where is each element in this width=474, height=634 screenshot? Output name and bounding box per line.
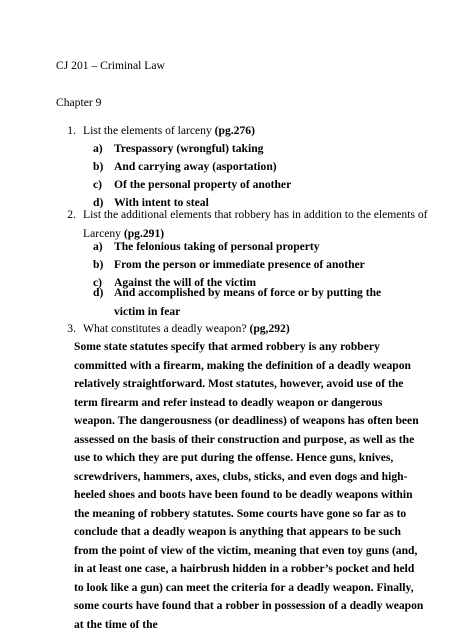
question-text: List the additional elements that robbery has in addition to the elements of Larceny (pg.291): [83, 208, 428, 240]
page-reference: (pg.276): [214, 124, 255, 137]
list-item: a) Trespassory (wrongful) taking: [93, 142, 264, 155]
question-3: [56, 320, 426, 340]
list-item: d) And accomplished by means of force or by putting the victim in fear: [93, 286, 382, 318]
list-item: b) From the person or immediate presence of another: [93, 258, 365, 271]
question-text: List the elements of larceny (pg.276): [83, 124, 255, 137]
list-item: c) Of the personal property of another: [93, 178, 292, 191]
question-number: 3.: [67, 322, 76, 335]
list-item: c) Against the will of the victim: [93, 276, 257, 289]
page-reference: (pg,292): [249, 322, 290, 335]
question-number: 2.: [67, 208, 76, 221]
question-1: [56, 122, 426, 142]
list-item: a) The felonious taking of personal property: [93, 240, 320, 253]
question-text: What constitutes a deadly weapon? (pg,292): [83, 322, 290, 335]
chapter-heading: Chapter 9: [56, 96, 102, 109]
page-reference: (pg.291): [123, 226, 165, 240]
list-item: b) And carrying away (asportation): [93, 160, 277, 173]
list-item: d) With intent to steal: [93, 196, 209, 209]
course-title: CJ 201 – Criminal Law: [56, 59, 165, 72]
question-number: 1.: [67, 124, 76, 137]
answer-paragraph: Some state statutes specify that armed robbery is any robbery committed with a firearm, making the definition of a deadly weapon relatively straightforward. Most statutes, however, avoid use of the term firearm and refer instead to deadly weapon or dangerous weapon. The dangerousness (or deadliness) of weapons has often been assessed on the basis of their construction and purpose, as well as the use to which they are put during the offense. Hence guns, knives, screwdrivers, hammers, axes, clubs, sticks, and even dogs and high-heeled shoes and boots have been found to be deadly weapons within the meaning of robbery statutes. Some courts have gone so far as to conclude that a deadly weapon is anything that appears to be such from the point of view of the victim, meaning that even toy guns (and, in at least one case, a hairbrush hidden in a robber’s pocket and held to look like a gun) can meet the criteria for a deadly weapon. Finally, some courts have found that a robber in possession of a deadly weapon at the time of the: [74, 340, 424, 631]
